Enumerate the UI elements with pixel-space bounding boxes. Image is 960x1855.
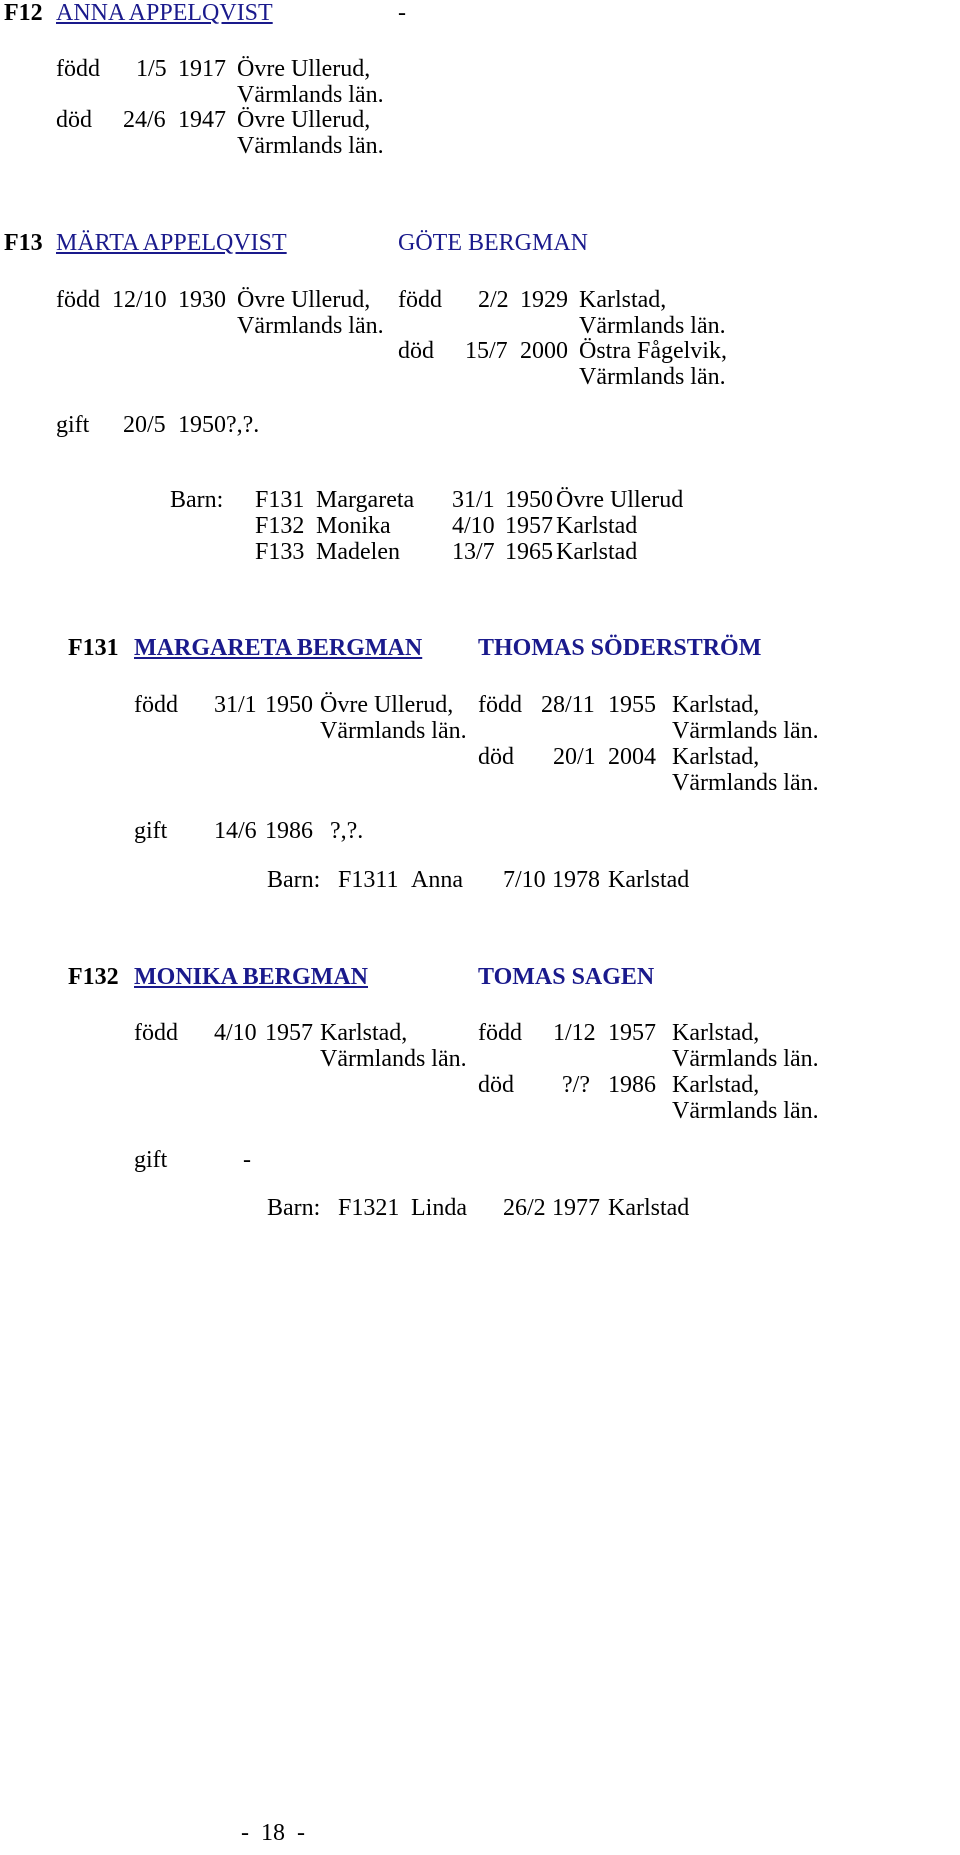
child-place: Övre Ullerud [556,487,684,513]
spouse-died-date: ?/? [562,1072,590,1098]
spouse-born-year: 1955 [608,692,656,718]
spouse-born-date: 28/11 [541,692,595,718]
spouse-born-label: född [478,692,522,718]
family-code: F12 [4,0,43,26]
spouse-name: GÖTE BERGMAN [398,230,588,256]
spouse-born-region: Värmlands län. [672,718,819,744]
born-region: Värmlands län. [320,718,467,744]
spouse-died-date: 15/7 [465,338,508,364]
died-region: Värmlands län. [237,133,384,159]
person-name: MÄRTA APPELQVIST [56,230,287,256]
spouse-born-label: född [398,287,442,313]
child-place: Karlstad [556,513,638,539]
child-year: 1978 [552,867,600,893]
spouse-died-region: Värmlands län. [579,364,726,390]
spouse-born-region: Värmlands län. [579,313,726,339]
born-label: född [134,1020,178,1046]
spouse-died-year: 2004 [608,744,656,770]
child-place: Karlstad [608,1195,690,1221]
child-date: 13/7 [452,539,495,565]
born-label: född [56,287,100,313]
spouse-born-place: Karlstad, [579,287,667,313]
born-label: född [56,56,100,82]
spouse-name: TOMAS SAGEN [478,964,655,990]
child-code: F133 [255,539,305,565]
spouse-born-date: 2/2 [478,287,509,313]
born-region: Värmlands län. [237,313,384,339]
child-name: Linda [411,1195,467,1221]
born-place: Övre Ullerud, [320,692,454,718]
children-label: Barn: [170,487,224,513]
spouse-placeholder: - [398,0,406,26]
spouse-died-label: död [398,338,434,364]
married-label: gift [134,1147,168,1173]
child-date: 26/2 [503,1195,546,1221]
born-year: 1917 [178,56,226,82]
married-value: - [243,1147,251,1173]
person-name: ANNA APPELQVIST [56,0,273,26]
spouse-died-label: död [478,1072,514,1098]
spouse-born-date: 1/12 [553,1020,596,1046]
child-name: Anna [411,867,463,893]
spouse-born-place: Karlstad, [672,692,760,718]
born-date: 1/5 [136,56,167,82]
born-year: 1957 [265,1020,313,1046]
child-name: Margareta [316,487,415,513]
spouse-born-year: 1929 [520,287,568,313]
married-place: ?,?. [330,818,364,844]
child-code: F132 [255,513,305,539]
child-year: 1965 [505,539,553,565]
born-date: 12/10 [112,287,167,313]
spouse-died-place: Östra Fågelvik, [579,338,727,364]
spouse-died-place: Karlstad, [672,744,760,770]
born-label: född [134,692,178,718]
family-code: F131 [68,635,119,661]
spouse-died-region: Värmlands län. [672,1098,819,1124]
family-code: F132 [68,964,119,990]
person-name: MARGARETA BERGMAN [134,635,423,661]
died-label: död [56,107,92,133]
child-code: F1311 [338,867,399,893]
child-year: 1957 [505,513,553,539]
married-year: 1986 [265,818,313,844]
spouse-died-label: död [478,744,514,770]
spouse-died-date: 20/1 [553,744,596,770]
child-place: Karlstad [608,867,690,893]
children-label: Barn: [267,867,321,893]
born-year: 1950 [265,692,313,718]
born-place: Övre Ullerud, [237,287,371,313]
child-date: 31/1 [452,487,495,513]
spouse-name: THOMAS SÖDERSTRÖM [478,635,762,661]
page-number: - 18 - [241,1820,305,1846]
spouse-died-year: 1986 [608,1072,656,1098]
born-region: Värmlands län. [237,82,384,108]
spouse-born-year: 1957 [608,1020,656,1046]
born-place: Karlstad, [320,1020,408,1046]
born-date: 4/10 [214,1020,257,1046]
child-place: Karlstad [556,539,638,565]
died-place: Övre Ullerud, [237,107,371,133]
person-name: MONIKA BERGMAN [134,964,368,990]
married-place: ?,?. [226,412,260,438]
child-date: 4/10 [452,513,495,539]
married-date: 14/6 [214,818,257,844]
spouse-born-label: född [478,1020,522,1046]
spouse-born-region: Värmlands län. [672,1046,819,1072]
child-code: F1321 [338,1195,400,1221]
family-code: F13 [4,230,43,256]
married-label: gift [134,818,168,844]
spouse-born-place: Karlstad, [672,1020,760,1046]
child-code: F131 [255,487,305,513]
spouse-died-year: 2000 [520,338,568,364]
children-label: Barn: [267,1195,321,1221]
child-name: Madelen [316,539,400,565]
died-date: 24/6 [123,107,166,133]
child-year: 1950 [505,487,553,513]
spouse-died-region: Värmlands län. [672,770,819,796]
married-date: 20/5 [123,412,166,438]
child-year: 1977 [552,1195,600,1221]
spouse-died-place: Karlstad, [672,1072,760,1098]
born-date: 31/1 [214,692,257,718]
child-name: Monika [316,513,391,539]
married-label: gift [56,412,90,438]
died-year: 1947 [178,107,226,133]
child-date: 7/10 [503,867,546,893]
married-year: 1950 [178,412,226,438]
born-year: 1930 [178,287,226,313]
born-place: Övre Ullerud, [237,56,371,82]
born-region: Värmlands län. [320,1046,467,1072]
